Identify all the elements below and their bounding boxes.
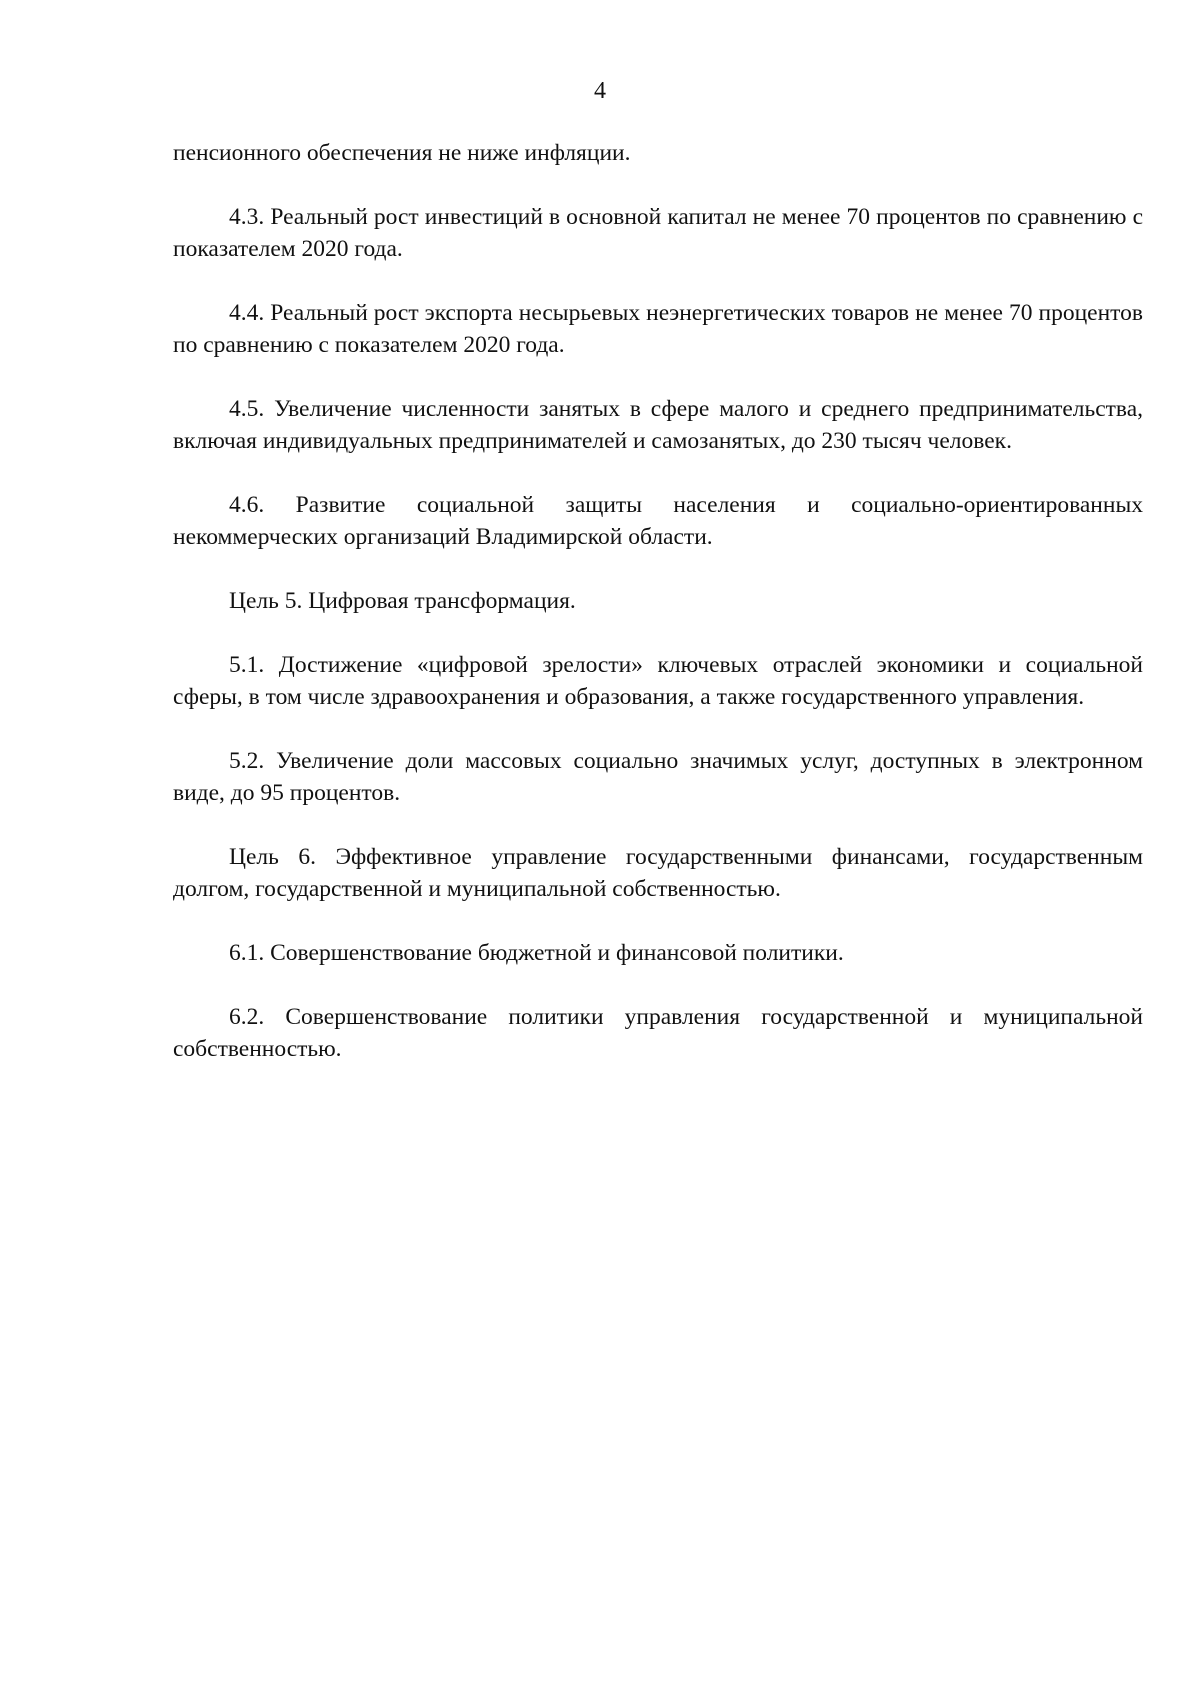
- goal-5-heading: Цель 5. Цифровая трансформация.: [229, 588, 576, 614]
- paragraph-6-1: 6.1. Совершенствование бюджетной и финансовой политики.: [229, 940, 844, 966]
- paragraph-5-2: 5.2. Увеличение доли массовых социально значимых услуг, доступных в электронном виде, до 95 процентов.: [173, 748, 1143, 806]
- page-number: 4: [594, 78, 606, 104]
- document-body: [173, 137, 1143, 1097]
- paragraph-4-6: 4.6. Развитие социальной защиты населения и социально-ориентированных некоммерческих организаций Владимирской области.: [173, 492, 1143, 550]
- paragraph-6-2: 6.2. Совершенствование политики управления государственной и муниципальной собственностью.: [173, 1004, 1143, 1062]
- goal-6-heading: Цель 6. Эффективное управление государственными финансами, государственным долгом, государственной и муниципальной собственностью.: [173, 844, 1143, 902]
- paragraph-4-5: 4.5. Увеличение численности занятых в сфере малого и среднего предпринимательства, включая индивидуальных предпринимателей и самозанятых, до 230 тысяч человек.: [173, 396, 1143, 454]
- paragraph-5-1: 5.1. Достижение «цифровой зрелости» ключевых отраслей экономики и социальной сферы, в том числе здравоохранения и образования, а также государственного управления.: [173, 652, 1143, 710]
- paragraph-4-3: 4.3. Реальный рост инвестиций в основной капитал не менее 70 процентов по сравнению с показателем 2020 года.: [173, 204, 1143, 262]
- paragraph-continuation: пенсионного обеспечения не ниже инфляции.: [173, 140, 631, 166]
- paragraph-4-4: 4.4. Реальный рост экспорта несырьевых неэнергетических товаров не менее 70 процентов по сравнению с показателем 2020 года.: [173, 300, 1143, 358]
